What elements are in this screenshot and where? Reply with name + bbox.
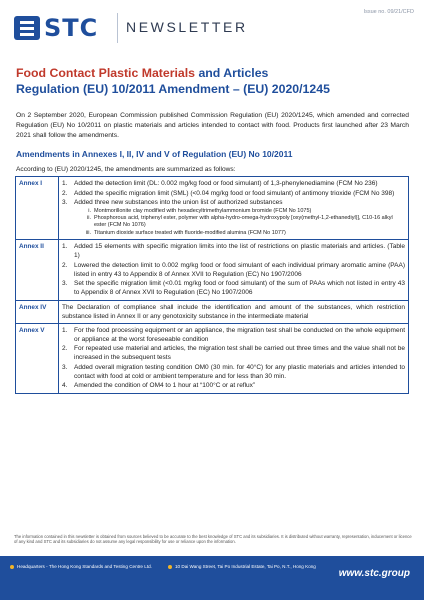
logo-text: STC xyxy=(44,14,99,42)
item-number: 3. xyxy=(62,199,68,206)
list-item xyxy=(62,344,405,362)
sub-text: Titanium dioxide surface treated with fluoride-modified alumina (FCM No 1077) xyxy=(94,229,286,236)
list-item xyxy=(62,179,405,188)
item-number: 1. xyxy=(62,243,68,251)
sub-text: Phosphorous acid, triphenyl ester, polymer with alpha-hydro-omega-hydroxypoly [oxy(methyl-1,2-ethanediyl)], C10-16 alkyl ester (FCM No 1076) xyxy=(94,214,393,229)
list-item xyxy=(62,189,405,198)
map-pin-icon xyxy=(168,565,172,569)
issue-number: Issue no. 09/21/CFD xyxy=(363,9,414,15)
item-text: Added the specific migration limit (SML) (<0.04 mg/kg food or food simulant) of antimony trioxide (FCM No 398) xyxy=(74,189,395,197)
title-part2: and Articles xyxy=(198,66,269,80)
headquarters-text: Headquarters - The Hong Kong Standards and Testing Centre Ltd. xyxy=(17,564,152,569)
annex-content xyxy=(59,323,409,393)
location-icon xyxy=(10,565,14,569)
sub-item xyxy=(84,208,405,215)
annex-label: Annex V xyxy=(16,323,59,393)
list-item xyxy=(62,279,405,297)
disclaimer: The information contained in this newsletter is obtained from sources believed to be accurate to the best knowledge of STC and its subsidiaries. It is distributed without warranty, representation, inducement or licence of any kind and STC and its subsidiaries do not assume any legal responsibility for use or reliance upon the information. xyxy=(14,534,412,545)
item-text: Added overall migration testing condition OM0 (30 min. for 40°C) for any plastic materials and articles intended to contact with food at cold or ambient temperature and for less than 30 min. xyxy=(74,363,405,380)
item-number: 3. xyxy=(62,280,68,288)
annex-content xyxy=(59,177,409,240)
address-text: 10 Dai Wang Street, Tai Po Industrial Estate, Tai Po, N.T., Hong Kong xyxy=(175,564,316,569)
title-part1: Food Contact Plastic Materials xyxy=(16,66,199,80)
list-item xyxy=(62,198,405,207)
newsletter-header xyxy=(0,0,424,56)
footer-headquarters xyxy=(10,564,152,569)
sub-text: Montmorillonite clay modified with hexadecyltrimethylammonium bromide (FCM No 1075) xyxy=(94,207,312,214)
newsletter-label: NEWSLETTER xyxy=(126,19,248,35)
sub-number: iii. xyxy=(85,229,91,236)
item-number: 2. xyxy=(62,261,68,269)
item-text: Lowered the detection limit to 0.002 mg/kg food or food simulant of each individual primary aromatic amine (PAA) listed in entry 43 to Appendix 8 of Annex XVII to Regulation (EC) No 1907/2006 xyxy=(74,261,405,278)
table-row xyxy=(16,240,409,301)
sub-number: i. xyxy=(88,207,91,214)
item-text: For repeated use material and articles, the migration test shall be carried out three times and the value shall not be increased in the subsequent tests xyxy=(74,345,405,362)
table-row xyxy=(16,323,409,393)
list-item xyxy=(62,381,405,390)
list-item xyxy=(62,242,405,260)
item-number: 2. xyxy=(62,345,68,353)
annex-label: Annex II xyxy=(16,240,59,301)
list-item xyxy=(62,363,405,381)
annex-label: Annex IV xyxy=(16,300,59,323)
website-link[interactable]: www.stc.group xyxy=(338,568,410,579)
stc-logo-icon xyxy=(14,16,40,40)
item-number: 2. xyxy=(62,189,68,197)
section-heading: Amendments in Annexes I, II, IV and V of Regulation (EU) No 10/2011 xyxy=(16,149,293,159)
item-text: Set the specific migration limit (<0.01 mg/kg food or food simulant) of the sum of PAAs which not listed in entry 43 to Appendix 8 of Annex XVII to Regulation (EC) No 1907/2006 xyxy=(74,280,405,297)
table-row xyxy=(16,177,409,240)
annex-content xyxy=(59,300,409,323)
item-text: Added three new substances into the union list of authorized substances xyxy=(74,199,283,206)
item-text: For the food processing equipment or an appliance, the migration test shall be conducted on the whole equipment or appliance at the worst foreseeable condition xyxy=(74,326,405,343)
footer xyxy=(0,556,424,600)
sub-item xyxy=(84,215,405,230)
annex-content xyxy=(59,240,409,301)
title-line2: Regulation (EU) 10/2011 Amendment – (EU) 2020/1245 xyxy=(16,82,330,96)
item-text: Added 15 elements with specific migration limits into the list of restrictions on plastic materials and articles. (Table 1) xyxy=(74,243,405,260)
stc-logo xyxy=(14,14,98,42)
table-row xyxy=(16,300,409,323)
item-number: 1. xyxy=(62,180,68,187)
list-item xyxy=(62,261,405,279)
footer-address xyxy=(168,564,316,569)
annex-label: Annex I xyxy=(16,177,59,240)
sub-number: ii. xyxy=(87,214,91,221)
page-title xyxy=(16,65,411,97)
item-text: Added the detection limit (DL: 0.002 mg/kg food or food simulant) of 1,3-phenylenediamine (FCM No 236) xyxy=(74,180,378,187)
amendments-table xyxy=(15,176,409,394)
list-item xyxy=(62,326,405,344)
item-text: Amended the condition of OM4 to 1 hour at “100°C or at reflux” xyxy=(74,382,256,390)
item-number: 1. xyxy=(62,326,68,334)
lead-text: According to (EU) 2020/1245, the amendments are summarized as follows: xyxy=(16,166,236,173)
header-divider xyxy=(117,13,118,43)
annex-text: The Declaration of compliance shall include the identification and amount of the substances, which restriction substance listed in Annex II or any genotoxicity substance in the intermediate material xyxy=(62,303,405,320)
intro-paragraph: On 2 September 2020, European Commission published Commission Regulation (EU) 2020/1245, which amended and corrected Regulation (EU) No 10/2011 on plastic materials and articles intended to contact with food. Products first launched after 23 March 2021 shall follow the amendments. xyxy=(16,112,409,139)
item-number: 4. xyxy=(62,382,68,390)
sub-item xyxy=(84,230,405,237)
item-number: 3. xyxy=(62,363,68,371)
